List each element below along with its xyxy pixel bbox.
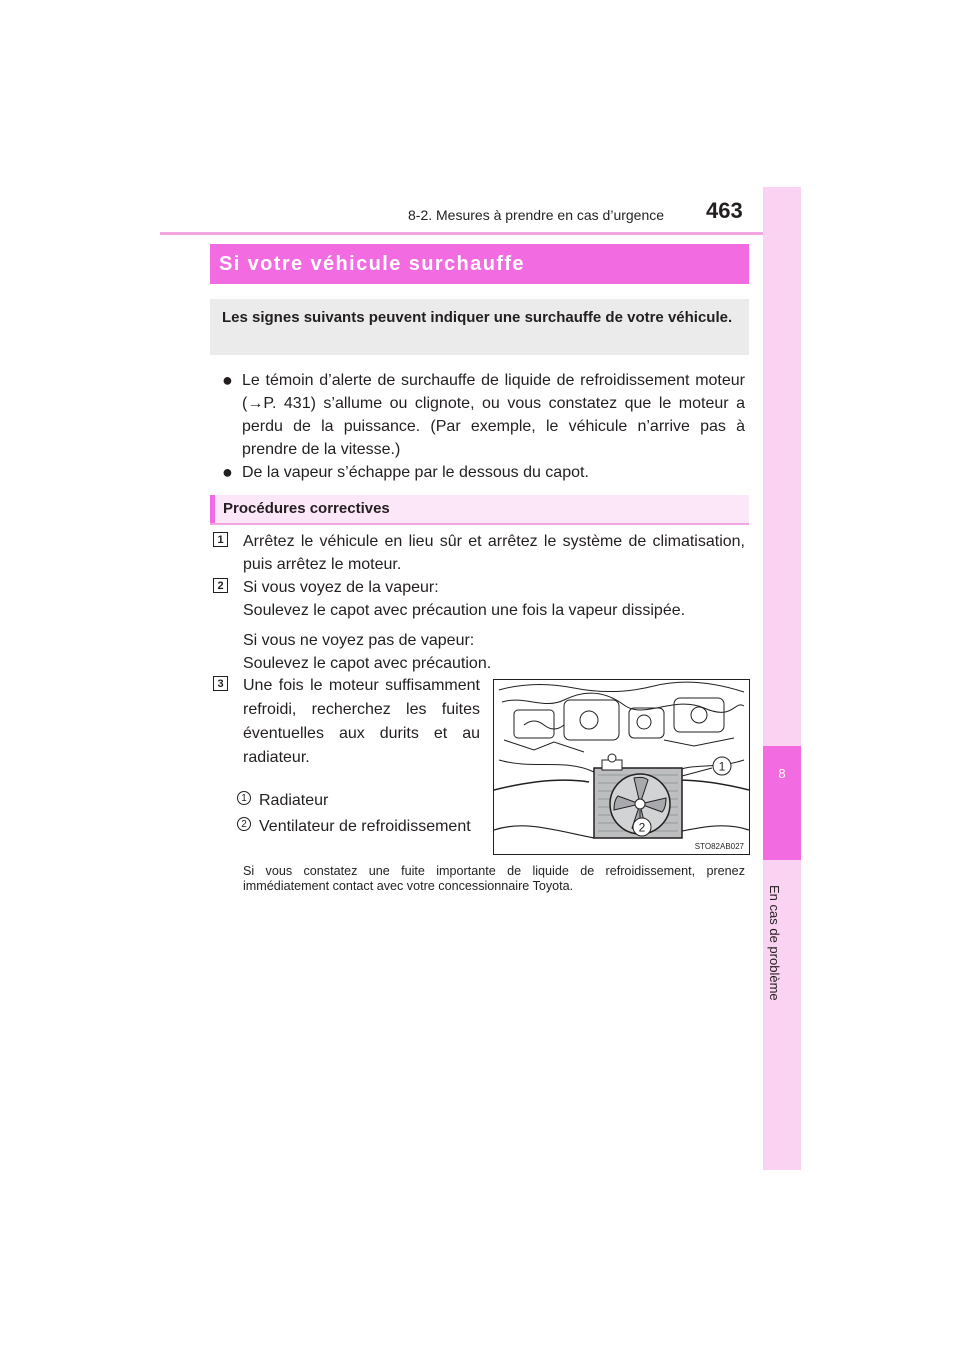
bullet-text: Le témoin d’alerte de surchauffe de liquide de refroidissement moteur (→P. 431) s’allume ou clignote, ou vous constatez que le moteur a perdu de la puissance. (Par exemple, le véhicule n’arrive pas à prendre de la vitesse.)	[242, 372, 745, 458]
chapter-number: 8	[778, 766, 786, 781]
bullet-icon: ●	[222, 462, 233, 482]
bullet-icon: ●	[222, 370, 233, 390]
header-divider	[160, 232, 800, 235]
step-2-action-1: Soulevez le capot avec précaution une fois la vapeur dissipée.	[243, 602, 686, 619]
step-number-badge: 2	[213, 578, 228, 593]
step-3-text: Une fois le moteur suffisamment refroidi, recherchez les fuites éventuelles aux durits et au radiateur.	[243, 677, 480, 766]
footnote: Si vous constatez une fuite importante de liquide de refroidissement, prenez immédiatement contact avec votre concessionnaire Toyota.	[243, 864, 745, 893]
step-1-text: Arrêtez le véhicule en lieu sûr et arrêtez le système de climatisation, puis arrêtez le moteur.	[243, 533, 745, 573]
page-title: Si votre véhicule surchauffe	[210, 244, 749, 284]
step-2-action-2: Soulevez le capot avec précaution.	[243, 655, 492, 672]
section-reference: 8-2. Mesures à prendre en cas d’urgence	[408, 207, 665, 223]
figure-code: STO82AB027	[694, 842, 744, 851]
chapter-side-tab	[763, 187, 801, 1170]
intro-box	[210, 299, 749, 355]
engine-bay-drawing	[494, 680, 749, 854]
step-2-block	[243, 576, 745, 675]
chapter-title: En cas de problème	[767, 885, 782, 1001]
procedures-header: Procédures correctives	[210, 495, 749, 523]
step-2-condition-2: Si vous ne voyez pas de vapeur:	[243, 632, 475, 649]
legend-label-cooling-fan: Ventilateur de refroidissement	[259, 818, 471, 835]
figure-callout-2: 2	[638, 820, 646, 835]
bullet-item	[222, 461, 745, 484]
page-number: 463	[706, 198, 743, 223]
engine-bay-illustration	[493, 679, 750, 855]
legend-number-1: 1	[237, 791, 251, 805]
chapter-tab-highlight	[763, 746, 801, 860]
bullet-text: De la vapeur s’échappe par le dessous du capot.	[242, 464, 589, 481]
legend-number-2: 2	[237, 817, 251, 831]
step-number-badge: 3	[213, 676, 228, 691]
bullet-item	[222, 369, 745, 461]
figure-callout-1: 1	[718, 759, 726, 774]
step-number-badge: 1	[213, 532, 228, 547]
step-2-condition-1: Si vous voyez de la vapeur:	[243, 579, 439, 596]
legend-label-radiator: Radiateur	[259, 792, 329, 809]
procedures-divider	[210, 523, 749, 525]
intro-text: Les signes suivants peuvent indiquer une surchauffe de votre véhicule.	[222, 309, 733, 326]
